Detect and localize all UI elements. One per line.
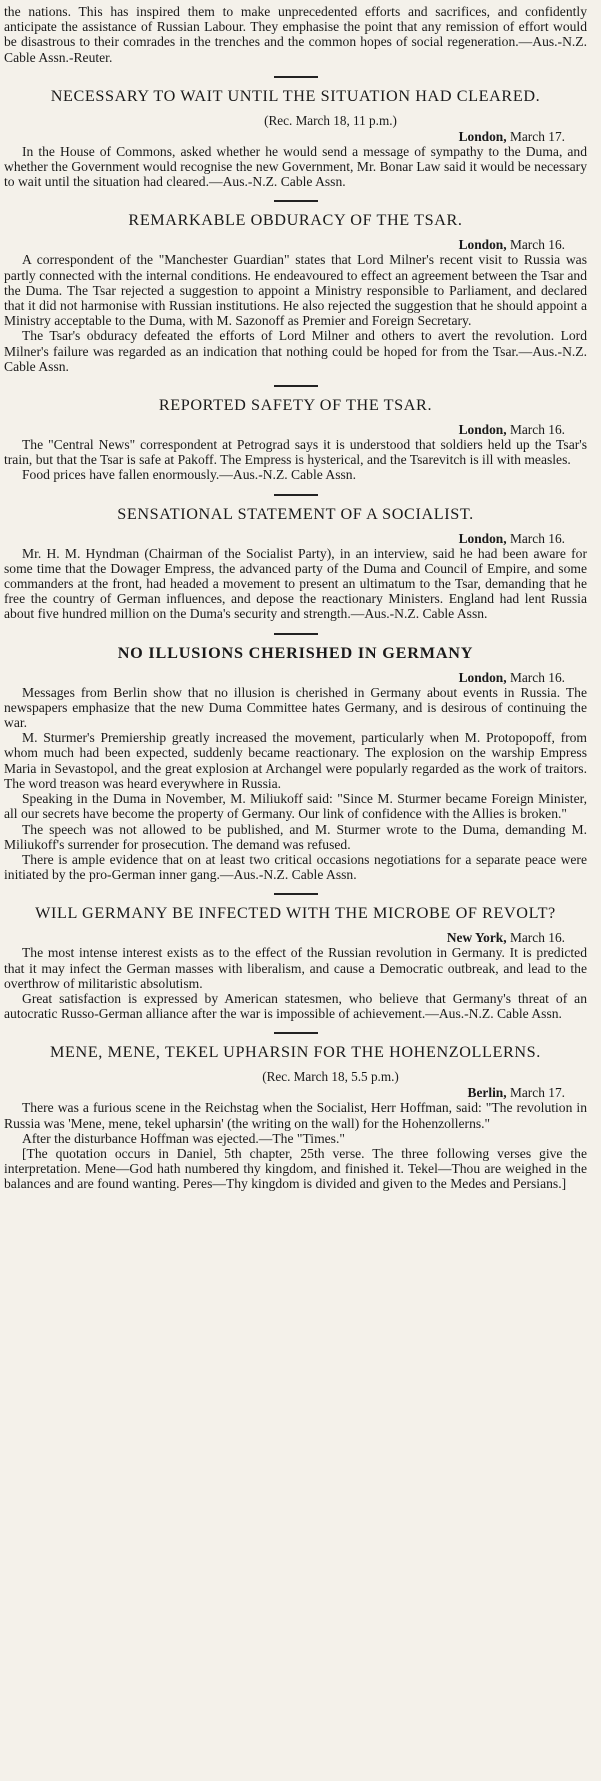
article-headline: NECESSARY TO WAIT UNTIL THE SITUATION HAD CLEARED.	[50, 86, 541, 105]
article-mene-mene-tekel	[4, 1044, 587, 1191]
dateline-date: March 16.	[509, 530, 565, 546]
section-divider	[274, 1032, 318, 1034]
dateline-place: Berlin,	[467, 1085, 507, 1101]
section-divider	[274, 494, 318, 496]
dateline	[4, 930, 587, 945]
section-divider	[274, 200, 318, 202]
article-paragraph: Speaking in the Duma in November, M. Miliukoff said: "Since M. Sturmer became Foreign Minister, all our secrets have become the property of Germany. Our link of confidence with the Allies is broken."	[4, 791, 587, 822]
article-paragraph: There was a furious scene in the Reichstag when the Socialist, Herr Hoffman, said: "The revolution in Russia was 'Mene, mene, tekel upharsin' (the writing on the wall) for the Hohenzollerns."	[4, 1100, 587, 1131]
dateline-date: March 16.	[509, 422, 565, 438]
dateline	[4, 422, 587, 437]
section-divider	[274, 76, 318, 78]
dateline-place: London,	[458, 128, 507, 144]
dateline	[4, 1085, 587, 1100]
dateline	[4, 237, 587, 252]
article-paragraph: In the House of Commons, asked whether he would send a message of sympathy to the Duma, and whether the Government would recognise the new Government, Mr. Bonar Law said it would be necessary to wait until the situation had cleared.—Aus.-N.Z. Cable Assn.	[4, 143, 587, 190]
article-no-illusions-germany	[4, 645, 587, 883]
section-divider	[274, 385, 318, 387]
section-divider	[274, 633, 318, 635]
article-paragraph: The "Central News" correspondent at Petrograd says it is understood that soldiers held up the Tsar's train, but that the Tsar is safe at Pakoff. The Empress is hysterical, and the Tsarevitch is ill with measles.	[4, 437, 587, 468]
article-paragraph: After the disturbance Hoffman was ejected.—The "Times."	[22, 1130, 345, 1146]
dateline-place: New York,	[446, 930, 507, 946]
dateline-date: March 17.	[509, 1085, 565, 1101]
article-paragraph: The speech was not allowed to be published, and M. Sturmer wrote to the Duma, demanding M. Miliukoff's surrender for prosecution. The demand was refused.	[4, 821, 587, 852]
dateline	[4, 129, 587, 144]
article-paragraph: Food prices have fallen enormously.—Aus.-N.Z. Cable Assn.	[22, 467, 356, 483]
article-paragraph: [The quotation occurs in Daniel, 5th chapter, 25th verse. The three following verses give the interpretation. Mene—God hath numbered thy kingdom, and finished it. Tekel—Thou are weighed in the balances and are found wanting. Peres—Thy kingdom is divided and given to the Medes and Persians.]	[4, 1145, 587, 1192]
dateline-date: March 16.	[509, 237, 565, 253]
article-microbe-of-revolt	[4, 905, 587, 1021]
article-headline: REPORTED SAFETY OF THE TSAR.	[158, 396, 433, 415]
article-headline: NO ILLUSIONS CHERISHED IN GERMANY	[117, 643, 474, 662]
received-note: (Rec. March 18, 5.5 p.m.)	[262, 1069, 399, 1085]
dateline-place: London,	[458, 530, 507, 546]
article-paragraph: There is ample evidence that on at least two critical occasions negotiations for a separate peace were initiated by the pro-German inner gang.—Aus.-N.Z. Cable Assn.	[4, 851, 587, 883]
dateline-place: London,	[458, 669, 507, 685]
dateline	[4, 531, 587, 546]
dateline-date: March 16.	[509, 669, 565, 685]
article-headline: REMARKABLE OBDURACY OF THE TSAR.	[128, 211, 463, 230]
dateline-place: London,	[458, 422, 507, 438]
article-paragraph: The Tsar's obduracy defeated the efforts of Lord Milner and others to avert the revolution. Lord Milner's failure was regarded as an indication that nothing could be hoped for from the Tsar.—Aus.-N.Z. Cable Assn.	[4, 328, 587, 374]
section-divider	[274, 893, 318, 895]
article-paragraph: M. Sturmer's Premiership greatly increased the movement, particularly when M. Protopopoff, from whom much had been expected, suddenly became reactionary. The explosion on the warship Empress Maria in Sevastopol, and the great explosion at Archangel were popularly regarded as the work of traitors. The word treason was heard everywhere in Russia.	[4, 730, 587, 791]
article-paragraph: Mr. H. M. Hyndman (Chairman of the Socialist Party), in an interview, said he had been aware for some time that the Dowager Empress, the advanced party of the Duma and Council of Empire, and some commanders at the front, had headed a movement to present an ultimatum to the Tsar, demanding that he free the country of German influences, and depose the reactionary Ministers. England had lent Russia about five hundred million on the Duma's security and strength.—Aus.-N.Z. Cable Assn.	[4, 545, 587, 622]
dateline-date: March 17.	[509, 128, 565, 144]
dateline-date: March 16.	[509, 930, 565, 946]
article-headline: WILL GERMANY BE INFECTED WITH THE MICROBE OF REVOLT?	[35, 904, 556, 923]
intro-paragraph: the nations. This has inspired them to make unprecedented efforts and sacrifices, and confidently anticipate the assistance of Russian Labour. They emphasise the point that any remission of effort would be disastrous to their comrades in the trenches and the common hopes of social regeneration.—Aus.-N.Z. Cable Assn.-Reuter.	[4, 4, 587, 65]
article-paragraph: The most intense interest exists as to the effect of the Russian revolution in Germany. It is predicted that it may infect the German masses with liberalism, and cause a Democratic outbreak, and lead to the overthrow of militaristic absolutism.	[4, 945, 587, 991]
article-necessary-to-wait	[4, 88, 587, 190]
article-safety-of-tsar	[4, 397, 587, 483]
dateline	[4, 670, 587, 685]
article-obduracy-of-tsar	[4, 212, 587, 374]
article-socialist-statement	[4, 506, 587, 622]
article-headline: MENE, MENE, TEKEL UPHARSIN FOR THE HOHENZOLLERNS.	[50, 1043, 541, 1062]
article-paragraph: A correspondent of the "Manchester Guardian" states that Lord Milner's recent visit to Russia was partly connected with the internal conditions. He endeavoured to effect an agreement between the Tsar and the Duma. The Tsar rejected a suggestion to appoint a Ministry responsible to Parliament, and declared that it did not harmonise with Russian institutions. He also rejected the suggestion that he should appoint a Ministry acceptable to the Duma, with M. Sazonoff as Premier and Foreign Secretary.	[4, 252, 587, 329]
article-paragraph: Messages from Berlin show that no illusion is cherished in Germany about events in Russia. The newspapers emphasize that the new Duma Committee hates Germany, and is desirous of continuing the war.	[4, 684, 587, 731]
article-paragraph: Great satisfaction is expressed by American statesmen, who believe that Germany's threat of an autocratic Russo-German alliance after the war is impossible of achievement.—Aus.-N.Z. Cable Assn.	[4, 990, 587, 1022]
received-note: (Rec. March 18, 11 p.m.)	[264, 112, 397, 128]
dateline-place: London,	[458, 237, 507, 253]
article-headline: SENSATIONAL STATEMENT OF A SOCIALIST.	[117, 504, 474, 523]
